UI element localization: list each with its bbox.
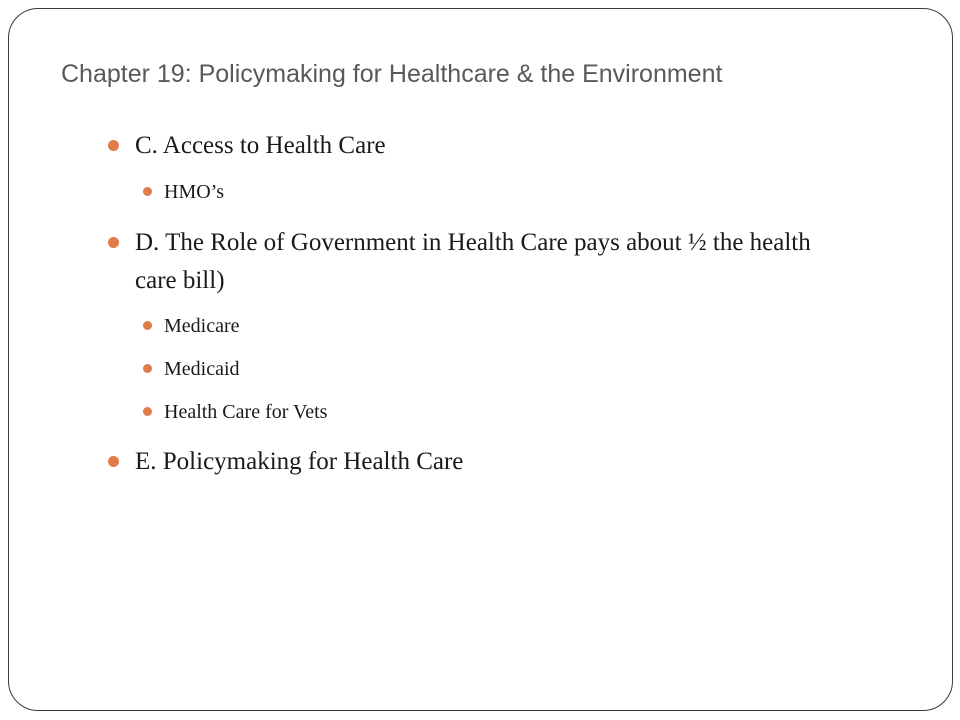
bullet-access-to-health-care [135, 127, 835, 165]
bullet-dot-icon [143, 364, 152, 373]
bullet-text: Medicare [164, 315, 240, 337]
bullet-text: Health Care for Vets [164, 401, 328, 423]
sub-bullet-medicare [164, 312, 240, 340]
slide-title: Chapter 19: Policymaking for Healthcare & the Environment [61, 60, 723, 88]
bullet-dot-icon [143, 321, 152, 330]
bullet-dot-icon [143, 187, 152, 196]
bullet-dot-icon [108, 237, 119, 248]
sub-bullet-medicaid [164, 355, 240, 383]
bullet-text: C. Access to Health Care [135, 132, 386, 159]
bullet-role-of-government [135, 224, 835, 300]
bullet-text: HMO’s [164, 181, 225, 203]
bullet-text: D. The Role of Government in Health Care pays about ½ the health care bill) [135, 229, 817, 294]
bullet-policymaking-for-health-care [135, 443, 835, 481]
bullet-text: E. Policymaking for Health Care [135, 448, 464, 475]
sub-bullet-health-care-for-vets [164, 398, 327, 426]
bullet-dot-icon [143, 407, 152, 416]
bullet-text: Medicaid [164, 358, 240, 380]
bullet-dot-icon [108, 140, 119, 151]
bullet-dot-icon [108, 456, 119, 467]
sub-bullet-hmos [164, 178, 224, 206]
